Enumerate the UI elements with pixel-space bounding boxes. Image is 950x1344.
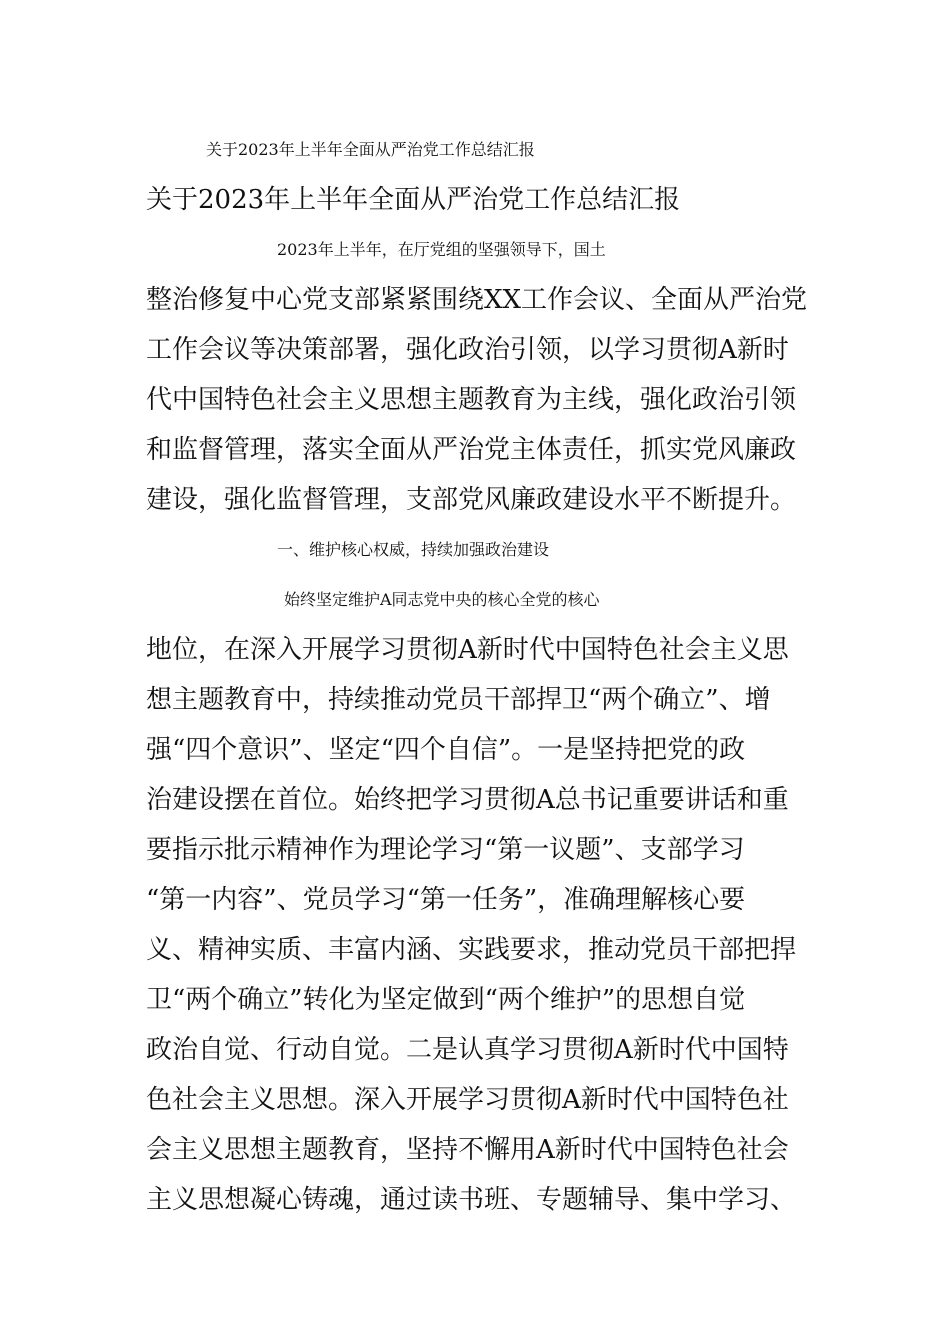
- paragraph1-line: 整治修复中心党支部紧紧围绕XX工作会议、全面从严治党: [146, 285, 808, 315]
- paragraph2-line: 地位，在深入开展学习贯彻A新时代中国特色社会主义思: [146, 635, 789, 665]
- paragraph2-line: 要指示批示精神作为理论学习“第一议题”、支部学习: [146, 835, 745, 865]
- paragraph1-line: 2023年上半年，在厅党组的坚强领导下，国土: [277, 240, 606, 259]
- paragraph2-line: 会主义思想主题教育，坚持不懈用A新时代中国特色社会: [146, 1135, 789, 1165]
- document-title-left: 关于2023年上半年全面从严治党工作总结汇报: [146, 185, 681, 215]
- paragraph2-line: 始终坚定维护A同志党中央的核心全党的核心: [284, 590, 600, 609]
- paragraph2-line: 强“四个意识”、坚定“四个自信”。一是坚持把党的政: [146, 735, 746, 765]
- paragraph1-line: 建设，强化监督管理，支部党风廉政建设水平不断提升。: [146, 485, 797, 515]
- paragraph2-line: 色社会主义思想。深入开展学习贯彻A新时代中国特色社: [146, 1085, 789, 1115]
- paragraph1-line: 和监督管理，落实全面从严治党主体责任，抓实党风廉政: [146, 435, 797, 465]
- paragraph2-line: 政治自觉、行动自觉。二是认真学习贯彻A新时代中国特: [146, 1035, 789, 1065]
- paragraph2-line: 卫“两个确立”转化为坚定做到“两个维护”的思想自觉: [146, 985, 746, 1015]
- paragraph1-line: 工作会议等决策部署，强化政治引领，以学习贯彻A新时: [146, 335, 789, 365]
- paragraph1-line: 代中国特色社会主义思想主题教育为主线，强化政治引领: [146, 385, 797, 415]
- paragraph2-line: 义、精神实质、丰富内涵、实践要求，推动党员干部把捍: [146, 935, 797, 965]
- section1-heading: 一、维护核心权威，持续加强政治建设: [277, 540, 550, 559]
- paragraph2-line: “第一内容”、党员学习“第一任务”，准确理解核心要: [146, 885, 746, 915]
- document-title-centered: 关于2023年上半年全面从严治党工作总结汇报: [206, 140, 535, 159]
- paragraph2-line: 主义思想凝心铸魂，通过读书班、专题辅导、集中学习、: [146, 1185, 797, 1215]
- paragraph2-line: 想主题教育中，持续推动党员干部捍卫“两个确立”、增: [146, 685, 771, 715]
- paragraph2-line: 治建设摆在首位。始终把学习贯彻A总书记重要讲话和重: [146, 785, 789, 815]
